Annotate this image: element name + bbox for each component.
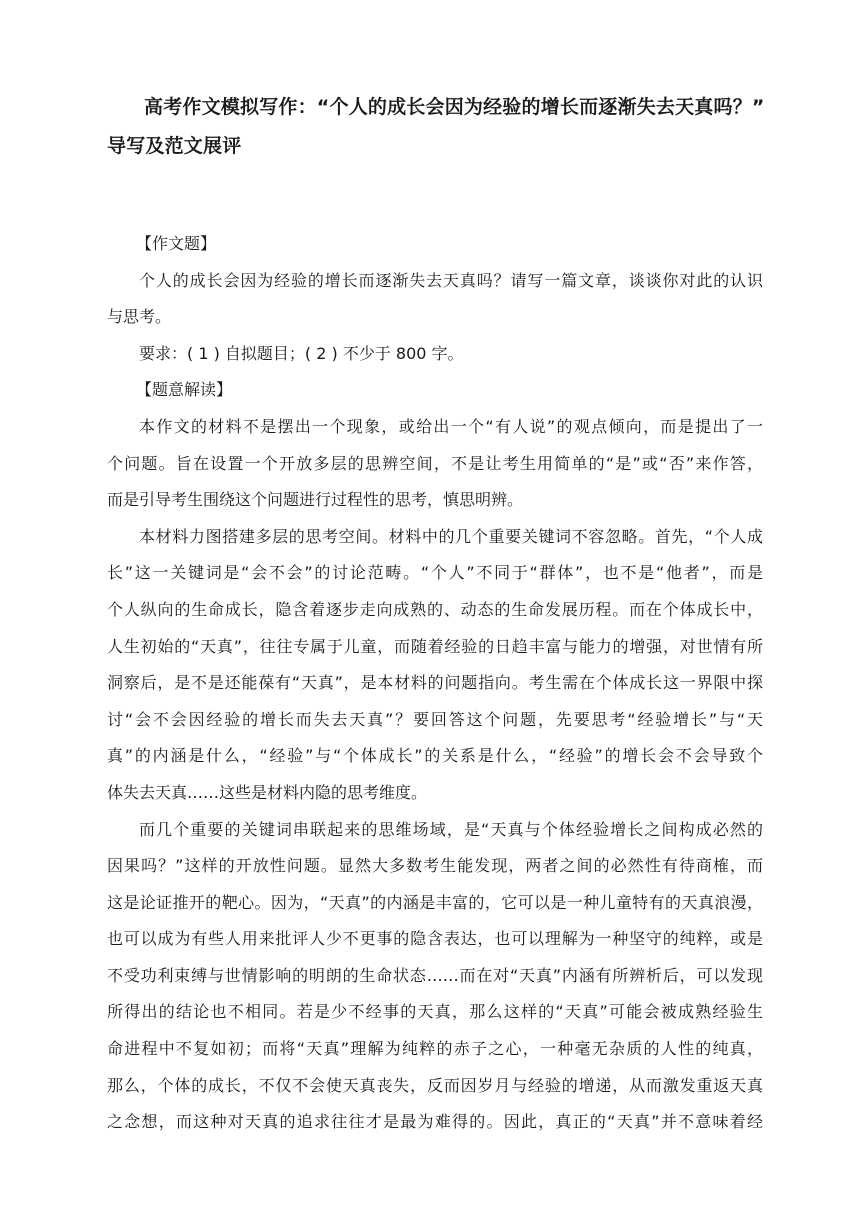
heading-topic: 【作文题】 [136, 234, 217, 253]
paragraph-line: 之念想，而这种对天真的追求往往才是最为难得的。因此，真正的“天真”并不意味着经 [107, 1112, 763, 1132]
paragraph-line: 体失去天真……这些是材料内隐的思考维度。 [107, 782, 428, 802]
document-title [107, 88, 767, 166]
paragraph-line: 而是引导考生围绕这个问题进行过程性的思考，慎思明辨。 [107, 490, 524, 510]
paragraph-line: 真”的内涵是什么，“经验”与“个体成长”的关系是什么，“经验”的增长会不会导致个 [107, 746, 763, 766]
paragraph-line: 讨“会不会因经验的增长而失去天真”？要回答这个问题，先要思考“经验增长”与“天 [107, 709, 763, 729]
paragraph-line: 这是论证推开的靶心。因为，“天真”的内涵是丰富的，它可以是一种儿童特有的天真浪漫， [107, 892, 763, 912]
paragraph-line: 因果吗？”这样的开放性问题。显然大多数考生能发现，两者之间的必然性有待商榷，而 [107, 856, 763, 876]
title-line-1: 高考作文模拟写作：“个人的成长会因为经验的增长而逐渐失去天真吗？” [144, 96, 765, 118]
analysis-paragraph-1 [107, 409, 763, 519]
paragraph-line: 本材料力图搭建多层的思考空间。材料中的几个重要关键词不容忽略。首先，“个人成 [139, 526, 763, 546]
paragraph-line: 不受功利束缚与世情影响的明朗的生命状态……而在对“天真”内涵有所辨析后，可以发现 [107, 965, 763, 985]
prompt-line: 个人的成长会因为经验的增长而逐渐失去天真吗？请写一篇文章，谈谈你对此的认识 [139, 270, 763, 290]
paragraph-line: 那么，个体的成长，不仅不会使天真丧失，反而因岁月与经验的增递，从而激发重返天真 [107, 1075, 763, 1095]
requirement-text: 要求：( 1 ) 自拟题目；( 2 ) 不少于 800 字。 [139, 343, 464, 363]
prompt-line: 与思考。 [107, 307, 172, 327]
paragraph-line: 长”这一关键词是“会不会”的讨论范畴。“个人”不同于“群体”，也不是“他者”，而是 [107, 563, 763, 583]
paragraph-line: 而几个重要的关键词串联起来的思维场域，是“天真与个体经验增长之间构成必然的 [139, 819, 763, 839]
heading-analysis: 【题意解读】 [136, 380, 233, 400]
paragraph-line: 个人纵向的生命成长，隐含着逐步走向成熟的、动态的生命发展历程。而在个体成长中， [107, 599, 763, 619]
paragraph-line: 所得出的结论也不相同。若是少不经事的天真，那么这样的“天真”可能会被成熟经验生 [107, 1002, 763, 1022]
paragraph-line: 人生初始的“天真”，往往专属于儿童，而随着经验的日趋丰富与能力的增强，对世情有所 [107, 636, 763, 656]
paragraph-line: 洞察后，是不是还能葆有“天真”，是本材料的问题指向。考生需在个体成长这一界限中探 [107, 673, 763, 693]
paragraph-line: 也可以成为有些人用来批评人少不更事的隐含表达，也可以理解为一种坚守的纯粹，或是 [107, 929, 763, 949]
document-body [107, 226, 763, 1141]
paragraph-line: 个问题。旨在设置一个开放多层的思辨空间，不是让考生用简单的“是”或“否”来作答， [107, 453, 763, 473]
title-line-2: 导写及范文展评 [107, 135, 242, 157]
analysis-paragraph-2 [107, 519, 763, 812]
paragraph-line: 命进程中不复如初；而将“天真”理解为纯粹的赤子之心，一种毫无杂质的人性的纯真， [107, 1039, 763, 1059]
paragraph-line: 本作文的材料不是摆出一个现象，或给出一个“有人说”的观点倾向，而是提出了一 [139, 416, 763, 436]
analysis-paragraph-3 [107, 812, 763, 1141]
prompt-paragraph [107, 263, 763, 336]
